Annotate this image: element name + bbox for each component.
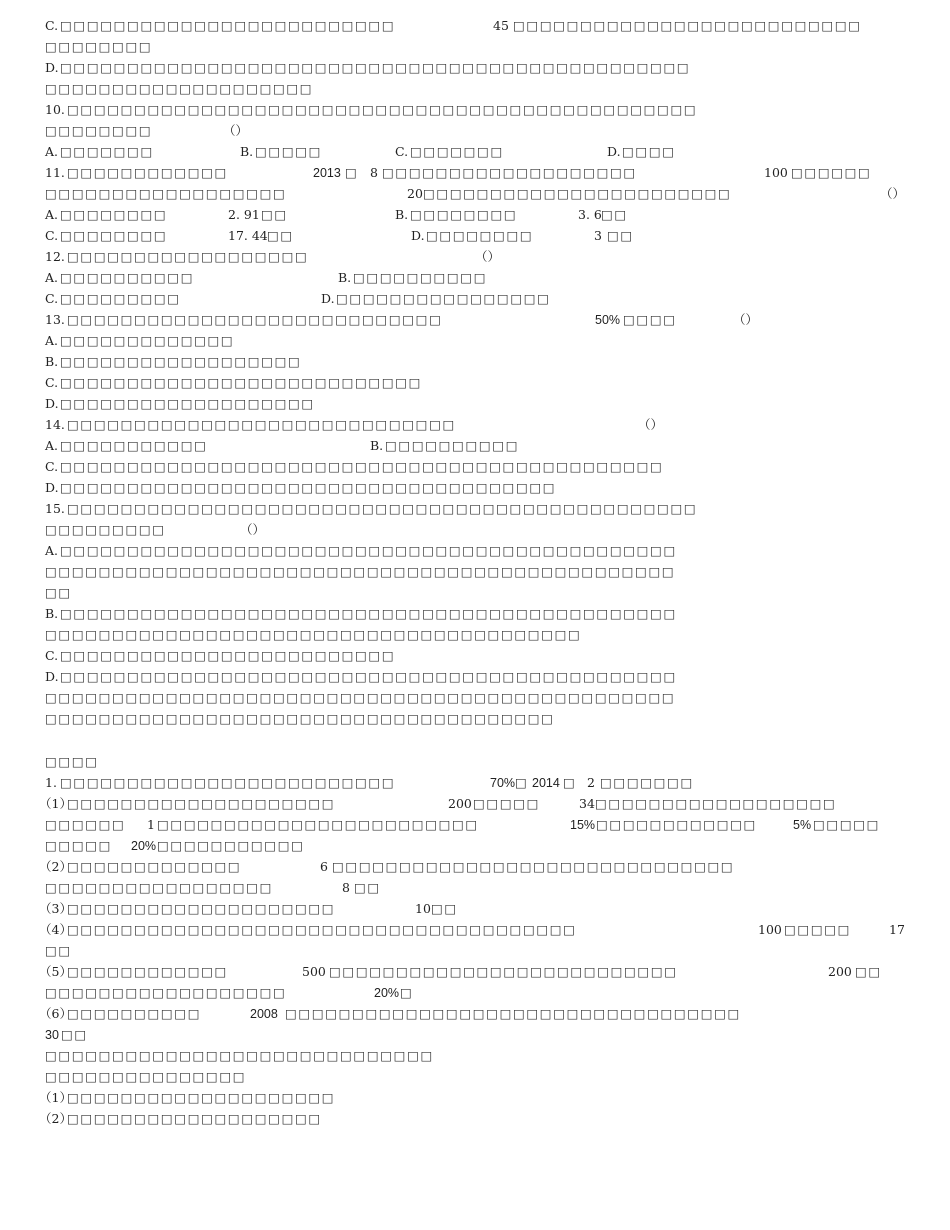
s2-q1-percent: 70%: [490, 776, 516, 790]
s2-item-1-text-9: □□□□□□□□□□□: [157, 838, 305, 853]
s2-item-1-text-6: □□□□□□□□□□□□: [596, 817, 757, 832]
q9-option-d-text: □□□□□□□□□□□□□□□□□□□□□□□□□□□□□□□□□□□□□□□□□□□□□□□: [60, 60, 691, 75]
q11-option-b-unit: □□: [601, 207, 628, 222]
s2-item-1-text-3: □□□□□□□□□□□□□□□□□□: [595, 796, 837, 811]
q11-option-a-value: 2. 91: [228, 207, 260, 222]
q12-stem-text: □□□□□□□□□□□□□□□□□□: [67, 249, 309, 264]
q13-option-a-label: A.: [45, 333, 59, 348]
q9-option-c-label: C.: [45, 18, 59, 33]
q12-option-a-text: □□□□□□□□□□: [60, 270, 195, 285]
q14-number: 14.: [45, 417, 65, 432]
s2-item-5-label: （5）: [39, 964, 72, 979]
q15-option-a-text: □□□□□□□□□□□□□□□□□□□□□□□□□□□□□□□□□□□□□□□□□□□□□□: [60, 543, 677, 558]
q13-option-c-text: □□□□□□□□□□□□□□□□□□□□□□□□□□□: [60, 375, 423, 390]
q10-option-d-label: D.: [607, 144, 621, 159]
s2-item-2-label: （2）: [39, 859, 72, 874]
q15-option-d-label: D.: [45, 669, 59, 684]
q12-option-d-text: □□□□□□□□□□□□□□□□: [336, 291, 551, 306]
q13-option-a-text: □□□□□□□□□□□□□: [60, 333, 235, 348]
q15-stem-text-2: □□□□□□□□□: [45, 522, 166, 537]
q10-number: 10.: [45, 102, 65, 117]
q11-option-b-text: □□□□□□□□: [410, 207, 518, 222]
q11-option-b-value: 3. 6: [578, 207, 602, 222]
q12-option-b-label: B.: [338, 270, 352, 285]
q15-option-b-text: □□□□□□□□□□□□□□□□□□□□□□□□□□□□□□□□□□□□□□□□□□□□□□: [60, 606, 677, 621]
s2-item-6-v2: 30: [45, 1028, 59, 1042]
q11-stem-text-5: □□□□□□□□□□□□□□□□□□□□□□□: [423, 186, 732, 201]
q14-option-d-text: □□□□□□□□□□□□□□□□□□□□□□□□□□□□□□□□□□□□□: [60, 480, 557, 495]
q14-option-a-text: □□□□□□□□□□□: [60, 438, 208, 453]
s2-item-5-text-2: □□□□□□□□□□□□□□□□□□□□□□□□□□: [329, 964, 678, 979]
q12-option-c-text: □□□□□□□□□: [60, 291, 181, 306]
s2-item-3-v1: 10: [415, 901, 431, 916]
q15-option-d-text-3: □□□□□□□□□□□□□□□□□□□□□□□□□□□□□□□□□□□□□□: [45, 711, 555, 726]
q15-option-d-text: □□□□□□□□□□□□□□□□□□□□□□□□□□□□□□□□□□□□□□□□□□□□□□: [60, 669, 677, 684]
s2-item-1-text-4: □□□□□□: [45, 817, 126, 832]
s2-item-6-text: □□□□□□□□□□: [67, 1006, 202, 1021]
s2-item-2-text-2: □□□□□□□□□□□□□□□□□□□□□□□□□□□□□□: [332, 859, 735, 874]
s2-q1-month: 2: [587, 775, 595, 790]
s2-item-5-v3: 20%: [374, 986, 400, 1000]
s2-q1-stem-text: □□□□□□□□□□□□□□□□□□□□□□□□□: [60, 775, 396, 790]
q13-option-d-text: □□□□□□□□□□□□□□□□□□□: [60, 396, 315, 411]
s2-item-3-text-2: □□: [431, 901, 458, 916]
q13-option-b-label: B.: [45, 354, 59, 369]
s2-q1-number: 1.: [45, 775, 57, 790]
q15-option-a-label: A.: [45, 543, 59, 558]
q11-option-a-label: A.: [45, 207, 59, 222]
q12-option-d-label: D.: [321, 291, 335, 306]
s2-q1-closing-1-text: □□□□□□□□□□□□□□□□□□□□□□□□□□□□□: [45, 1048, 434, 1063]
q10-option-b-label: B.: [240, 144, 254, 159]
q14-option-a-label: A.: [45, 438, 59, 453]
s2-q1-closing-2-text: □□□□□□□□□□□□□□□: [45, 1069, 247, 1084]
s2-item-4-text: □□□□□□□□□□□□□□□□□□□□□□□□□□□□□□□□□□□□□□: [67, 922, 577, 937]
q11-year: 2013: [313, 166, 341, 180]
q14-option-c-label: C.: [45, 459, 59, 474]
s2-item-1-text-5: □□□□□□□□□□□□□□□□□□□□□□□□: [157, 817, 479, 832]
q13-option-b-text: □□□□□□□□□□□□□□□□□□: [60, 354, 302, 369]
q12-number: 12.: [45, 249, 65, 264]
s2-item-1-v1: 200: [448, 796, 472, 811]
q11-stem-text-3: □□□□□□: [791, 165, 872, 180]
q11-option-c-unit: □□: [267, 228, 294, 243]
q11-option-d-text: □□□□□□□□: [426, 228, 534, 243]
s2-item-2-v1: 6: [320, 859, 328, 874]
q9-option-c-text-2: □□□□□□□□□□□□□□□□□□□□□□□□□□: [513, 18, 862, 33]
s2-q1-stem-text-2: □□□□□□□: [600, 775, 694, 790]
q10-stem-text: □□□□□□□□□□□□□□□□□□□□□□□□□□□□□□□□□□□□□□□□□□□□□□□: [67, 102, 698, 117]
s2-item-2-text-4: □□: [354, 880, 381, 895]
s2-item-5-text-4: □□□□□□□□□□□□□□□□□□: [45, 985, 287, 1000]
s2-item-1-v5: 5%: [793, 818, 812, 832]
q12-option-b-text: □□□□□□□□□□: [353, 270, 488, 285]
q12-option-c-label: C.: [45, 291, 59, 306]
s2-item-3-text: □□□□□□□□□□□□□□□□□□□□: [67, 901, 336, 916]
q14-option-c-text: □□□□□□□□□□□□□□□□□□□□□□□□□□□□□□□□□□□□□□□□□□□□□: [60, 459, 664, 474]
q10-answer-paren: （）: [223, 123, 249, 138]
s2-item-5-text-5: □: [400, 985, 414, 1000]
q11-option-c-text: □□□□□□□□: [60, 228, 168, 243]
s2-item-4-v2: 17: [889, 922, 905, 937]
s2-q1-subq-1-text: □□□□□□□□□□□□□□□□□□□□: [67, 1090, 336, 1105]
s2-q1-subq-1-label: （1）: [39, 1090, 72, 1105]
q15-stem-text: □□□□□□□□□□□□□□□□□□□□□□□□□□□□□□□□□□□□□□□□□□□□□□□: [67, 501, 698, 516]
q10-option-c-label: C.: [395, 144, 409, 159]
q11-month: 8: [370, 165, 378, 180]
s2-item-1-v2: 34: [579, 796, 595, 811]
q14-answer-paren: （）: [638, 417, 664, 432]
q11-stem-text: □□□□□□□□□□□□: [67, 165, 228, 180]
q10-option-c-text: □□□□□□□: [410, 144, 504, 159]
q15-option-c-text: □□□□□□□□□□□□□□□□□□□□□□□□□: [60, 648, 396, 663]
s2-item-1-v6: 20%: [131, 839, 157, 853]
q11-value-1: 100: [764, 165, 788, 180]
q15-option-a-text-2: □□□□□□□□□□□□□□□□□□□□□□□□□□□□□□□□□□□□□□□□□□□□□□□: [45, 564, 676, 579]
q14-stem-text: □□□□□□□□□□□□□□□□□□□□□□□□□□□□□: [67, 417, 456, 432]
q13-option-d-label: D.: [45, 396, 59, 411]
q10-option-a-text: □□□□□□□: [60, 144, 154, 159]
s2-item-2-text-3: □□□□□□□□□□□□□□□□□: [45, 880, 273, 895]
q12-option-a-label: A.: [45, 270, 59, 285]
q13-number: 13.: [45, 312, 65, 327]
q11-value-2: 20: [407, 186, 423, 201]
s2-item-4-text-2: □□□□□: [784, 922, 852, 937]
q14-option-b-text: □□□□□□□□□□: [385, 438, 520, 453]
s2-item-1-text-7: □□□□□: [813, 817, 881, 832]
s2-item-1-text-8: □□□□□: [45, 838, 113, 853]
s2-item-4-label: （4）: [39, 922, 72, 937]
s2-item-5-text: □□□□□□□□□□□□: [67, 964, 228, 979]
s2-item-1-label: （1）: [39, 796, 72, 811]
section-2-heading-text: □□□□: [45, 754, 99, 769]
q11-option-c-value: 17. 44: [228, 228, 268, 243]
q13-percent: 50%: [595, 313, 621, 327]
q15-option-b-text-2: □□□□□□□□□□□□□□□□□□□□□□□□□□□□□□□□□□□□□□□□: [45, 627, 582, 642]
s2-item-1-text: □□□□□□□□□□□□□□□□□□□□: [67, 796, 336, 811]
q11-option-d-unit: □□: [607, 228, 634, 243]
q11-stem-text-4: □□□□□□□□□□□□□□□□□□: [45, 186, 287, 201]
q10-option-a-label: A.: [45, 144, 59, 159]
s2-item-1-text-2: □□□□□: [473, 796, 541, 811]
q14-option-b-label: B.: [370, 438, 384, 453]
s2-item-4-text-3: □□: [45, 943, 72, 958]
q15-option-c-label: C.: [45, 648, 59, 663]
q13-stem-text: □□□□□□□□□□□□□□□□□□□□□□□□□□□□: [67, 312, 443, 327]
q10-option-b-text: □□□□□: [255, 144, 323, 159]
s2-item-1-v3: 1: [147, 817, 155, 832]
q13-stem-text-2: □□□□: [623, 312, 677, 327]
q15-option-b-label: B.: [45, 606, 59, 621]
q12-answer-paren: （）: [475, 249, 501, 264]
q14-option-d-label: D.: [45, 480, 59, 495]
q10-stem-text-2: □□□□□□□□: [45, 123, 153, 138]
s2-item-6-v1: 2008: [250, 1007, 278, 1021]
s2-item-1-v4: 15%: [570, 818, 596, 832]
s2-q1-subq-2-text: □□□□□□□□□□□□□□□□□□□: [67, 1111, 322, 1126]
q11-answer-paren: （）: [880, 186, 906, 201]
s2-item-6-label: （6）: [39, 1006, 72, 1021]
q13-answer-paren: （）: [733, 312, 759, 327]
q15-answer-paren: （）: [240, 522, 266, 537]
q11-option-a-unit: □□: [261, 207, 288, 222]
q11-option-d-value: 3: [594, 228, 602, 243]
q9-option-d-label: D.: [45, 60, 59, 75]
s2-item-5-text-3: □□: [855, 964, 882, 979]
s2-item-5-v2: 200: [828, 964, 852, 979]
s2-item-6-text-3: □□: [61, 1027, 88, 1042]
q15-number: 15.: [45, 501, 65, 516]
q11-number: 11.: [45, 165, 65, 180]
q9-option-c-text: □□□□□□□□□□□□□□□□□□□□□□□□□: [60, 18, 396, 33]
q9-option-c-text-3: □□□□□□□□: [45, 39, 153, 54]
q11-option-d-label: D.: [411, 228, 425, 243]
s2-q1-year-unit: □: [563, 775, 577, 790]
q9-option-c-number: 45: [493, 18, 509, 33]
q11-option-c-label: C.: [45, 228, 59, 243]
q9-option-d-text-2: □□□□□□□□□□□□□□□□□□□□: [45, 81, 314, 96]
s2-item-5-v1: 500: [302, 964, 326, 979]
q11-year-unit: □: [345, 165, 359, 180]
q15-option-d-text-2: □□□□□□□□□□□□□□□□□□□□□□□□□□□□□□□□□□□□□□□□□□□□□□□: [45, 690, 676, 705]
s2-item-2-text: □□□□□□□□□□□□□: [67, 859, 242, 874]
q11-option-a-text: □□□□□□□□: [60, 207, 168, 222]
s2-item-4-v1: 100: [758, 922, 782, 937]
s2-item-2-v2: 8: [342, 880, 350, 895]
s2-q1-sep: □: [515, 775, 529, 790]
q13-option-c-label: C.: [45, 375, 59, 390]
s2-item-6-text-2: □□□□□□□□□□□□□□□□□□□□□□□□□□□□□□□□□□: [285, 1006, 741, 1021]
q10-option-d-text: □□□□: [622, 144, 676, 159]
q11-stem-text-2: □□□□□□□□□□□□□□□□□□□: [382, 165, 637, 180]
s2-q1-subq-2-label: （2）: [39, 1111, 72, 1126]
s2-q1-year: 2014: [532, 776, 560, 790]
q11-option-b-label: B.: [395, 207, 409, 222]
q15-option-a-text-3: □□: [45, 585, 72, 600]
s2-item-3-label: （3）: [39, 901, 72, 916]
